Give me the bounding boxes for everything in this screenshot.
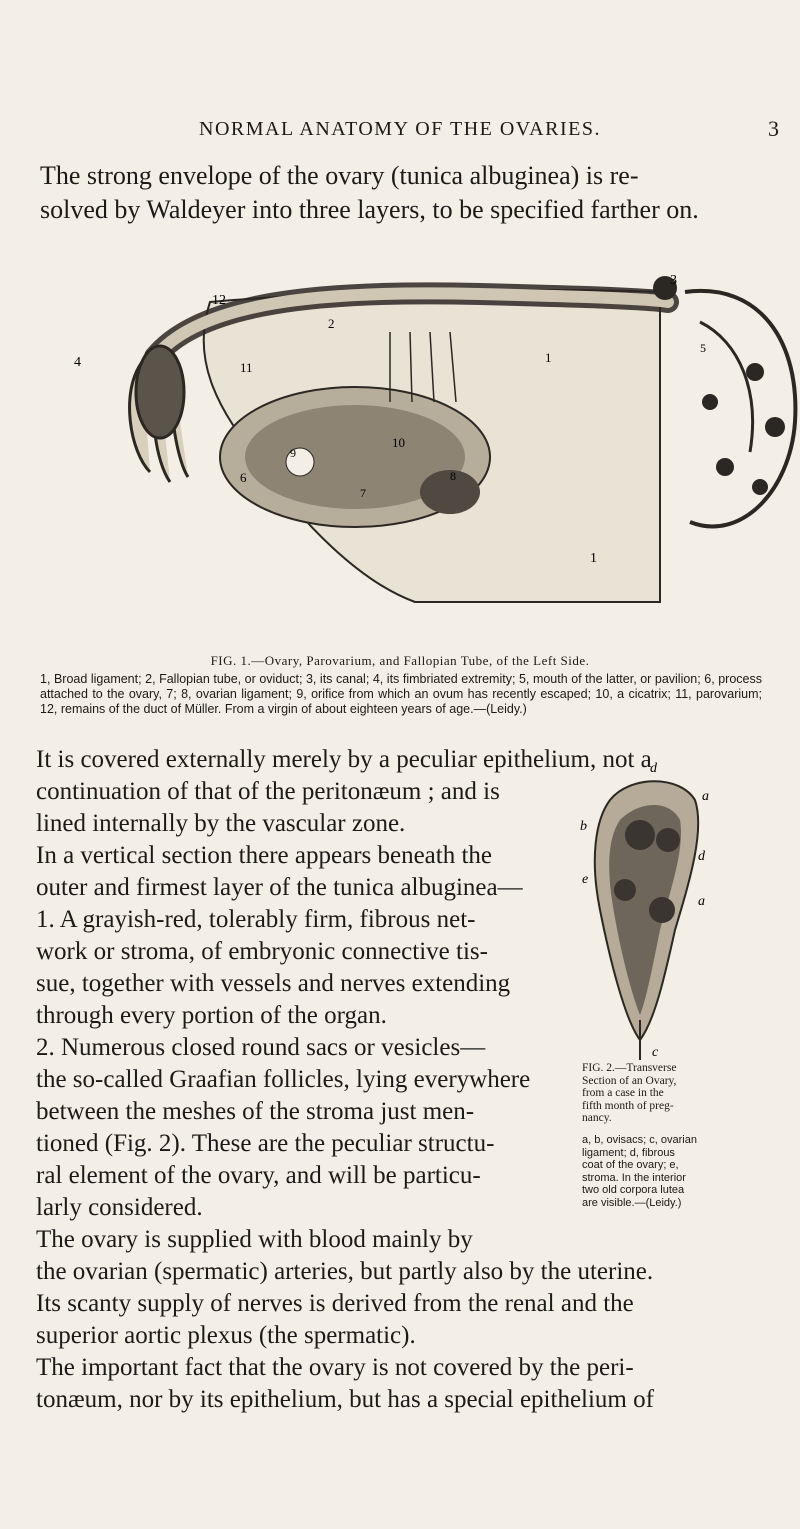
body-line: superior aortic plexus (the spermatic). bbox=[36, 1322, 416, 1349]
body-line: The ovary is supplied with blood mainly by bbox=[36, 1226, 473, 1253]
figure2-illustration bbox=[570, 760, 720, 1060]
body-line: The important fact that the ovary is not covered by the peri- bbox=[36, 1354, 634, 1381]
fig2-label: a bbox=[698, 894, 705, 909]
fig1-label: 1 bbox=[590, 551, 597, 566]
body-line: continuation of that of the peritonæum ; and is bbox=[36, 778, 500, 805]
figure2-caption-line: are visible.—(Leidy.) bbox=[582, 1196, 682, 1209]
fig2-label: e bbox=[582, 872, 589, 887]
body-line: sue, together with vessels and nerves extending bbox=[36, 970, 511, 997]
fig1-label: 11 bbox=[240, 360, 253, 375]
fig2-label: b bbox=[580, 819, 587, 834]
body-line: between the meshes of the stroma just men- bbox=[36, 1098, 475, 1125]
figure2-caption-line: two old corpora lutea bbox=[582, 1184, 685, 1196]
fig1-label: 10 bbox=[392, 435, 405, 450]
figure2-caption-line: a, b, ovisacs; c, ovarian bbox=[582, 1134, 697, 1146]
fig1-label: 1 bbox=[545, 350, 552, 365]
body-line: the so-called Graafian follicles, lying everywhere bbox=[36, 1066, 531, 1093]
figure2-caption-line: ligament; d, fibrous bbox=[582, 1146, 675, 1159]
figure2-caption-line: stroma. In the interior bbox=[582, 1171, 686, 1184]
ovisac-shape bbox=[649, 897, 675, 923]
fig1-label: 9 bbox=[290, 446, 296, 460]
figure2-title bbox=[582, 1062, 782, 1125]
fig1-label: 12 bbox=[212, 293, 226, 308]
fig1-label: 2 bbox=[328, 316, 335, 331]
figure1-illustration bbox=[60, 262, 800, 642]
body-line: lined internally by the vascular zone. bbox=[36, 810, 406, 837]
figure2-title-line: Section of an Ovary, bbox=[582, 1074, 677, 1087]
body-line: larly considered. bbox=[36, 1194, 203, 1221]
ovisac-shape bbox=[614, 879, 636, 901]
fig2-label: d bbox=[650, 761, 657, 776]
intro-line: solved by Waldeyer into three layers, to be specified farther on. bbox=[40, 195, 699, 224]
body-line: through every portion of the organ. bbox=[36, 1002, 387, 1029]
body-line: outer and firmest layer of the tunica albuginea— bbox=[36, 874, 523, 901]
fig1-label: 6 bbox=[240, 470, 247, 485]
body-line: In a vertical section there appears beneath the bbox=[36, 842, 493, 869]
ovisac-shape bbox=[656, 828, 680, 852]
figure2-title-line: FIG. 2.—Transverse bbox=[582, 1062, 677, 1074]
running-title: NORMAL ANATOMY OF THE OVARIES. bbox=[199, 118, 601, 140]
figure2-caption-line: coat of the ovary; e, bbox=[582, 1159, 679, 1171]
fig2-label: a bbox=[702, 789, 709, 804]
fig1-label: 8 bbox=[450, 469, 456, 483]
figure2-title-line: fifth month of preg- bbox=[582, 1099, 674, 1112]
figure1-caption: 1, Broad ligament; 2, Fallopian tube, or oviduct; 3, its canal; 4, its fimbriated extremity; 5, mouth of the latter, or pavilion; 6, process attached to the ovary, 7; 8, ovarian ligament; 9, orifice from which an ovum has recently escaped; 10, a cicatrix; 11, parovarium; 12, remains of the duct of Müller. From a virgin of about eighteen years of age.—(Leidy.) bbox=[40, 672, 762, 716]
body-line: 1. A grayish-red, tolerably firm, fibrous net- bbox=[36, 906, 476, 933]
fig1-label: 4 bbox=[74, 355, 81, 370]
fig1-label: 7 bbox=[360, 486, 366, 500]
figure1-title: FIG. 1.—Ovary, Parovarium, and Fallopian Tube, of the Left Side. bbox=[210, 653, 590, 668]
body-line: the ovarian (spermatic) arteries, but partly also by the uterine. bbox=[36, 1258, 654, 1285]
body-line: 2. Numerous closed round sacs or vesicles— bbox=[36, 1034, 486, 1061]
body-line: It is covered externally merely by a peculiar epithelium, not a bbox=[36, 746, 652, 773]
body-line: work or stroma, of embryonic connective tis- bbox=[36, 938, 488, 965]
body-line: Its scanty supply of nerves is derived from the renal and the bbox=[36, 1290, 634, 1317]
body-line: ral element of the ovary, and will be particu- bbox=[36, 1162, 481, 1189]
body-line: tioned (Fig. 2). These are the peculiar structu- bbox=[36, 1130, 495, 1157]
fimbriae-left-shape bbox=[130, 346, 188, 482]
fig2-label: d bbox=[698, 849, 705, 864]
figure2-title-line: nancy. bbox=[582, 1112, 612, 1124]
fig1-label: 5 bbox=[700, 341, 706, 355]
intro-line: The strong envelope of the ovary (tunica albuginea) is re- bbox=[40, 161, 639, 190]
fig1-label: 3 bbox=[670, 273, 677, 288]
figure2-caption bbox=[582, 1134, 782, 1209]
page-number: 3 bbox=[768, 116, 779, 141]
ovisac-shape bbox=[625, 820, 655, 850]
fig2-label: c bbox=[652, 1045, 659, 1060]
figure2-title-line: from a case in the bbox=[582, 1087, 664, 1099]
body-line: tonæum, nor by its epithelium, but has a special epithelium of bbox=[36, 1386, 654, 1413]
fimbriae-right-shape bbox=[653, 276, 795, 526]
